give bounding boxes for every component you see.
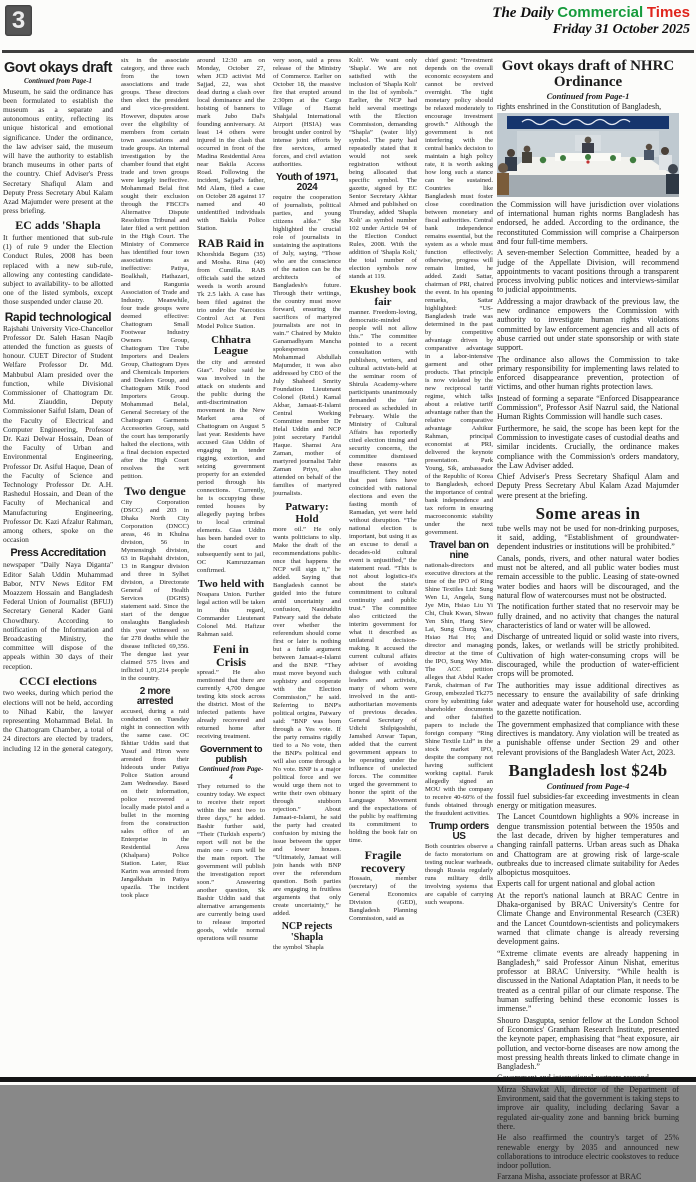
article-text: fossil fuel subsidies-far exceeding investments in clean energy or mitigation measures. (497, 791, 679, 811)
article-text: Canals, ponds, rivers, and other natural water bodies must not be altered, and all public water bodies must remain accessible to the public. Leasing of state-owned water bodies and haors will be discouraged, and the natural flow of watercourses must not be obstructed. (497, 553, 679, 600)
article-text: the symbol 'Shapla (273, 944, 324, 952)
article-text: City Corporation (DSCC) and 203 in Dhaka North City Corporation (DNCC) areas, 46 in Khulna division, 56 in Mymensingh division, 63 in Rajshahi division, 13 in Rangpur division and three in Sylhet division, a Directorate General of Health Services (DGHS) statement said. Since the start of the dengue onslaughts Bangladesh this year witnessed so far 278 deaths while the disease inflicted 69,356. The dengue last year claimed 575 lives and inflicted 1,01,214 people in the country. (121, 498, 189, 682)
article-text: Chief Adviser's Press Secretary Shafiqul Alam and Deputy Press Secretary Abul Kalam Azad Majumder were present at the briefing. (497, 472, 679, 500)
continued-kicker: Continued from Page-1 (23, 76, 93, 85)
article-text: around 12:30 am on Monday, October 27, when JCD activist Md Sajjad, 22, was shot dead during a clash over local dominance and the hoisting of banners to mark Jubo Dal's founding anniversary. At least 14 others were injured in the clash that occurred in front of the Madina Residential Area near Bakila Access Road. Following the incident, Sajjad's father, Md Alam, filed a case on October 28 against 17 named and 40 unidentified individuals with Bakila Police Station. (197, 57, 265, 232)
article-text: The notification further stated that no reservoir may be fully drained, and no activity that changes the natural characteristics of land or water will be allowed. (497, 602, 679, 630)
article-text: It further mentioned that sub-rule (1) of rule 9 under the Election Conduct Rules, 2008 has been replaced with a new sub-rule, allowing any contesting candidate- subject to availability- to be allotted one of the listed symbols, except those suspended under clause 20. (3, 232, 113, 307)
article-text: manner. Freedom-loving, democratic-minded people will not allow this.” The committee pointed to a recent consultation with publishers, writers, and cultural activists-held at the seminar room of Shirula Academy-where participants unanimously demanded the fair proceed as scheduled in February. While the Ministry of Cultural Affairs has reportedly cited election timing and security concerns, the committee dismissed these reasons as insufficient. They noted that past fairs have coincided with national elections and even the fasting month of Ramadan, yet were held without disruption. “The national election is important, but using it as an excuse to derail a decades-old cultural event is unjustified,” the statement read. “This is not about logistics-it's about the state's commitment to cultural continuity and public trust.” The committee also criticized the interim government for what it described as unilateral decision-making. It accused the current cultural affairs adviser of avoiding dialogue with cultural leaders and activists, many of whom were involved in the anti-authoritarian movements of previous decades. General Secretary of Udichi Shilpigoshthi, Jamshed Anwar Tapan, added that the current government appears to be operating under the influence of unelected forces. The committee urged the government to honor the spirit of the Language Movement and the expectations of the public by reaffirming its commitment to holding the book fair on time. (349, 309, 417, 845)
page-number: 3 (11, 6, 26, 34)
headline-bangladesh-lost-24b: Bangladesh lost $24b (508, 760, 668, 780)
headline-ekushey-book-fair: Ekushey book fair (349, 284, 417, 308)
continued-kicker: Continued from Page-4 (198, 765, 264, 782)
nhrc-meeting-photo (497, 113, 679, 197)
article-lead: rights enshrined in the Constitution of Bangladesh, (497, 101, 662, 111)
article-text: Museum, he said the ordinance has been formulated to establish the museum as a separate and autonomous entity, reflecting its unique historical and emotional significance. Under the ordinance, the law adviser said, the museum will have the authority to establish branch museums in other parts of the country. Chief Adviser's Press Secretary Shafiqul Alam and Deputy Press Secretary Abul Kalam Azad Majumder were present at the press briefing. (3, 86, 113, 216)
article-text: The government emphasized that compliance with these directives is mandatory. Any violation will be treated as a punishable offense under Section 29 and other relevant provisions of the Bangladesh Water Act, 2023. (497, 719, 679, 757)
article-text: “Extreme climate events are already happening in Bangladesh,” said Professor Ainun Nishat, emeritus professor at BRAC University. “While health is discussed in the National Adaptation Plan, it needs to be treated as a central pillar of our climate response. The human suffering behind these economic losses is immense.” (497, 948, 679, 1014)
article-text: The Lancet Countdown highlights a 90% increase in dengue transmission potential between the 1950s and the last decade, driven by higher temperatures and changing rainfall patterns. Urban areas such as Dhaka and Chattogram are at growing risk of large-scale outbreaks due to increased climate suitability for Aedes albopictus mosquitoes. (497, 812, 679, 878)
article-text: the Commission will have jurisdiction over violations of international human rights norms Bangladesh has endorsed, he added. According to the ordinance, the reconstituted Commission will comprise a Chairperson and four full-time members. (497, 199, 679, 246)
article-text: very soon, said a press release of the Ministry of Commerce. Earlier on October 18, the massive fire that erupted around 2:30pm at the Cargo Village of Hazrat Shahjalal International Airport (HSIA) was brought under control by intense joint efforts by fire services, armed forces, and civil aviation authorities. (273, 57, 341, 168)
article-text: Furthermore, he said, the scope has been kept for the Commission to investigate cases of custodial deaths and similar incidents. Crucially, the ordinance makes compliance with the Commission's orders mandatory, the Law Adviser added. (497, 423, 679, 470)
article-text: Shouro Dasgupta, senior fellow at the London School of Economics' Grantham Research Institute, presented the keynote paper, emphasising that “heat exposure, air pollution, and vector-borne diseases are now among the most pressing health threats linked to climate change in Bangladesh.” (497, 1015, 679, 1072)
article-text: Discharge of untreated liquid or solid waste into rivers, ponds, lakes, or wetlands will be strictly prohibited. Cultivation of high water-consuming crops will be discouraged, while the production of water-efficient crops will be promoted. (497, 632, 679, 679)
page-number-box (5, 5, 32, 36)
article-text: A seven-member Selection Committee, headed by a judge of the Appellate Division, will recommend appointments to vacant positions through a transparent process involving public notices and interviews-similar to judicial appointments. (497, 248, 679, 295)
page-header (0, 0, 696, 49)
headline-youth-of-1971-2024: Youth of 1971, 2024 (275, 172, 338, 193)
article-text: two weeks, during which period the elections will not be held, according to Nihad Kabir, the lawyer representing Mohammad Belal. In the Chattogram Chamber, a total of 24 directors are elected by traders, including 12 in the general category, (3, 688, 113, 753)
article-text: spread.” He also mentioned that there are currently 4,700 dengue testing kits stock across the district. Most of the infected patients have already recovered and returned home after receiving treatment. (197, 669, 265, 741)
headline-ncp-rejects-shapla: NCP rejects 'Shapla (281, 921, 333, 943)
headline-patwary-hold: Patwary: Hold (285, 501, 329, 525)
right-section (497, 57, 679, 1182)
headline-ccci-elections: CCCI elections (19, 673, 97, 688)
column-4 (273, 57, 341, 1079)
article-text: require the cooperation of journalists, political parties, and young citizens alike.” She highlighted the crucial role of journalists in sustaining the aspirations of July, saying, “Those who are the conscience of the nation can be the architects of Bangladesh's future. Through their writings, the country must move forward, ensuring the sacrifices of martyred journalists are not in vain.” Chaired by Mukto Ganamadhyam Mancha spokesperson Mohammad Abdullah Majumder, it was also addressed by CEO of the July Shaheed Smrity Foundation Lieutenant Colonel (Retd.) Kamal Akbar, Jamaat-E-Islami Central Working Committee member Dr Helal Uddin and NCP joint secretary Faridul Haque. Shamsi Ara Zaman, mother of martyred journalist Tahir Zaman Priyo, also attended on behalf of the families of martyred journalists. (273, 194, 341, 497)
article-text: The authorities may issue additional directives as necessary to ensure the availability of safe drinking water and adequate water for household use, according to the gazette notification. (497, 680, 679, 718)
article-text: Khorshida Begum (35) and Mosha. Rina (40) from Cumilla. RAB officials said the seized weeds is worth around Tk 2.5 lakh. A case has been filed against the trio under the Narcotics Control Act at Feni Model Police Station. (197, 250, 265, 330)
article-text: Addressing a major drawback of the previous law, the new ordinance empowers the Commission with authority to investigate human rights violations committed by law enforcement agencies and all acts of abuse carried out under state sponsorship or with state support. (497, 296, 679, 353)
headline-government-to-publish: Government to publish (199, 744, 263, 765)
column-6 (425, 57, 493, 1079)
masthead (492, 5, 690, 37)
article-text: Farzana Misha, associate professor at BRAC (497, 1172, 642, 1182)
headline-chhatra-league: Chhatra League (211, 333, 251, 358)
page-body (0, 53, 696, 1182)
headline-two-held-with: Two held with (197, 577, 265, 590)
article-text: Instead of forming a separate “Enforced Disappearance Commission”, Professor Asif Nazrul said, the National Human Rights Commission will handle such cases. (497, 393, 679, 422)
article-text: He also reaffirmed the country's target of 25% renewable energy by 2035 and announced new collaborations to introduce electric cookstoves to reduce indoor pollution. (497, 1133, 679, 1171)
column-1 (3, 57, 113, 1079)
continued-kicker: Continued from Page-1 (546, 90, 630, 101)
continued-kicker: Continued from Page-4 (546, 780, 630, 791)
masthead-brand-times: Times (646, 4, 690, 21)
issue-date: Friday 31 October 2025 (552, 21, 690, 37)
article-text: Rajshahi University Vice-Chancellor Professor Dr. Saleh Hasan Naqib attended the function as guests of honour. CUET Director of Student Welfare Professor Dr. Md. Mahbubul Alam presided over the function, while Divisional Commissioner of Chattogram Dr. Md. Ziauddin, Deputy Commissioner Saiful Islam, Dean of the Faculty of Electrical and Computer Engineering, Professor Dr. Kazi Delwar Hossain, Dean of the Faculty of Urban and Environmental Engineering, Professor Dr. Asiful Haque, Dean of the Faculty of Science and Technology Professor Dr. A.H. Rashedul Hossain, and Dean of the Faculty of Mechanical and Manufacturing Engineering, Professor Dr. Kazi Afzalur Rahman, among others, spoke on the occasion (3, 323, 113, 545)
masthead-brand-commercial: Commercial (557, 4, 644, 21)
article-text: Koli'. We want only 'Shapla'. We are not satisfied with the inclusion of 'Shapla Koli' in the list of symbols.” Earlier, the NCP had held several meetings with the Election Commission, demanding “Shapla” (water lily) symbol. The party had repeatedly stated that it would not seek registration without being allocated that specific symbol. The gazette, signed by EC Senior Secretary Akhtar Ahmed and published on Thursday, added 'Shapla Koli' as symbol number 102 under Article 94 of the Election Conduct Rules, 2008. With the addition of 'Shapla Koli,' the total number of election symbols now stands at 119. (349, 57, 417, 280)
headline-feni-in-crisis: Feni in Crisis (213, 642, 249, 669)
headline-rab-raid-in: RAB Raid in (197, 236, 265, 250)
article-text: They returned to the country today. We expect to receive their report within the next two to three days,” he added. Bashir further said, “Their (Turkish experts') report will not be the main one - ours will be the main report. The government will publish the investigation report soon.” Answering another question, Sk Bashir Uddin said that alternative arrangements are currently being used to release imported goods, while normal operations will resume (197, 783, 265, 943)
article-text: accused, during a raid conducted on Tuesday night in connection with the same case. OC Ikhtiar Uddin said that Yusuf and Hiron were arrested from their hideouts under Patiya Police Station around 2am Wednesday. Based on their information, police recovered a locally made pistol and a bullet in the morning from the construction sales office of an Enterprise in the Residential Area (Khalpara) Police Station. Later, Riaz Karim was arrested from Jangalkhain in Patiya upazila. The incident took place (121, 707, 189, 899)
masthead-title (492, 5, 690, 22)
article-text: At the report's national launch at BRAC Centre in Dhaka-organised by BRAC University's Centre for Climate Change and Environmental Research (C3ER) and the Lancet Countdown-scientists and policymakers warned that climate change is already reversing development gains. (497, 890, 679, 947)
article-text: Mirza Shawkat Ali, director of the Department of Environment, said that the government is taking steps to improve air quality, including declaring Savar a regulated air-quality zone and banning brick burning there. (497, 1084, 679, 1131)
column-3 (197, 57, 265, 1079)
headline-press-accreditation: Press Accreditation (10, 547, 106, 560)
headline-some-areas-in: Some areas in (535, 504, 641, 523)
headline-ec-adds-shapla: EC adds 'Shapla (15, 218, 101, 233)
headline-nhrc-ordinance: Govt okays draft of NHRC Ordinance (501, 58, 675, 90)
article-text: The ordinance also allows the Commission to take primary responsibility for implementing laws related to enforced disappearance prevention, protection of victims, and other human rights protection laws. (497, 354, 679, 392)
article-text: tube wells may not be used for non-drinking purposes, it said, adding, “Establishment of groundwater-dependent industries or institutions will be prohibited.” (497, 523, 679, 552)
headline-govt-okays-draft: Govt okays draft (3, 60, 113, 76)
headline-2-more-arrested: 2 more arrested (136, 685, 174, 707)
article-text: nationals-directors and executive directors at the time of the IPO of Ring Shine Textiles Ltd: Sung Wen Li, Angela, Sung Jye Min, Hsiao Liu Yi Chi, Chuk Kwan, Shwao Yen Shin, Hang Siew Lai, Sung Chung Yao, Hsiao Hai Ho; and director and managing director at the time of the IPO, Sung Wey Min. The ACC petition alleges that Abdul Kader Faruk, chairman of Far Group, embezzled Tk275 crore by submitting fake shareholder documents and other falsified papers to include the foreign company “Ring Shine Textile Ltd” in the stock market IPO, despite the company not having sufficient working capital. Faruk allegedly signed an MOU with the company to receive 40-60% of the funds obtained through the fraudulent activities. (425, 562, 493, 817)
article-text: newspaper "Daily Naya Diganta" Editor Salah Uddin Muhammad Babor, NTV News Editor FM Moazzem Hossain and Bangladesh Federal Union of Journalist (BFUJ) Secretary General Kader Gani Chowdhury. According to notification of the Information and Broadcasting Ministry, the committee will dispose of the appeals within 30 days of their reception. (3, 560, 113, 671)
column-5 (349, 57, 417, 1079)
headline-travel-ban-on-nine: Travel ban on nine (429, 540, 489, 561)
masthead-prefix: The Daily (492, 5, 554, 21)
article-text: Noapara Union. Further legal action will be taken in this regard, Commander Lieutenant Colonel Md. Hafizur Rahman said. (197, 591, 265, 639)
headline-fragile-recovery: Fragile recovery (360, 848, 406, 875)
headline-rapid-technological: Rapid technological (4, 309, 112, 324)
article-text: six in the associate category, and three each from the town associations and trade groups. These directors then elect the president and vice-president. However, disputes arose over the eligibility of members from certain town associations and trade groups. An internal investigation by the chamber found that eight trade and town groups were largely ineffective. Mohammad Belal first sought their exclusion through the FBCCI's Alternative Dispute Resolution Tribunal and later filed a writ petition in the High Court. The Ministry of Commerce has identified four town associations as ineffective: Patiya, Boalkhali, Hathazari, and Rangunia Association of Trade and Industry. Meanwhile, four trade groups were deemed effective: Chattogram Small Footwear Industry Owners Group, Chattogram Tire Tube Importers and Dealers Group, Chattogram Dyes and Chemicals Importers and Dealers Group, and Chattogram Milk Food Importers Group. Mohammad Belal, General Secretary of the Chattogram Garments Accessories Group, said the court has temporarily halted the elections, with a final decision expected after the High Court resolves the writ petition. (121, 57, 189, 480)
article-text: chief guest: “Investment depends on the overall economic ecosystem and cannot be revived overnight. The tight monetary policy should be relaxed moderately to encourage investment growth.” Although the government is not interfering with the central bank's decision to maintain a high policy rate, it is worth asking how long such a stance can be sustained. Countries like Bangladesh must foster close coordination between monetary and fiscal authorities. Central bank independence remains essential, but the system as a whole must function effectively; otherwise, progress will remain limited, he added. Zaidi Sattar, chairman of PRI, chaired the event. In his opening remarks, Sattar highlighted: “US-Bangladesh trade was determined in the past by competitive advantage driven by comparative advantage in a labor-intensive garment and other products. That principle is now violated by the new reciprocal tariff regime, which talks about a relative tariff advantage rather than the relative comparative advantage Ashikur Rahman, principal economist at PRI, delivered the keynote presentation. Park Young, Sik, ambassador of the Republic of Korea to Bangladesh, echoed the importance of central bank independence and tax reform in ensuring macroeconomic stability under the next government. (425, 57, 493, 536)
article-text: the city and arrested Gias”. Police said he was involved in the attack on students and the public during the anti-discrimination movement in the New Market area of Chattogram on August 5 last year. Residents have accused Gias Uddin of engaging in tender rigging, extortion, and seizing government property for an extended period through his connections. Currently, he is occupying these rented houses by allegedly paying bribes to local criminal elements. Gias Uddin has been handed over to the court and subsequently sent to jail, OC Kamruzzaman confirmed. (197, 358, 265, 574)
bottom-rule (0, 1077, 696, 1082)
article-text: Experts call for urgent national and global action (497, 879, 655, 889)
article-text: Both countries observe a de facto moratorium on testing nuclear warheads, though Russia regularly runs military drills involving systems that are capable of carrying such weapons. (425, 843, 493, 906)
article-text: more oil.” He only wants politicians to slip. Make the draft of the recommendations public-once that happens the NCP will sign it,” he added. Saying that Bangladesh cannot be guided into the future amid uncertainty and confusion, Nasiruddin Patwary said the debate over whether the referendum should come first or later is nothing but a futile argument between Jamaat-e-Islami and the BNP. “They must move beyond such sophistry and cooperate with the Election Commission,” he said. Referring to BNP's political origins, Patwary said: “BNP was born through a Yes vote. If the party remains rigidly tied to a No vote, then the BNP's political end will also come through a No vote. BNP is a major political force and we would urge them not to write their own obituary through stubborn rejection.” About Jamaat-e-Islami, he said the party had created confusion by mixing the issue between the upper and lower houses. “Ultimately, Jamaat will join hands with BNP over the referendum question. Both parties are engaging in fruitless arguments that only create uncertainty,” he added. (273, 526, 341, 918)
headline-two-dengue: Two dengue (124, 484, 186, 498)
column-2 (121, 57, 189, 1079)
headline-trump-orders-us: Trump orders US (429, 821, 489, 842)
article-text: Hossain, member (secretary) of the General Economics Division (GED), Bangladesh Planning Commission, said as (349, 875, 417, 923)
